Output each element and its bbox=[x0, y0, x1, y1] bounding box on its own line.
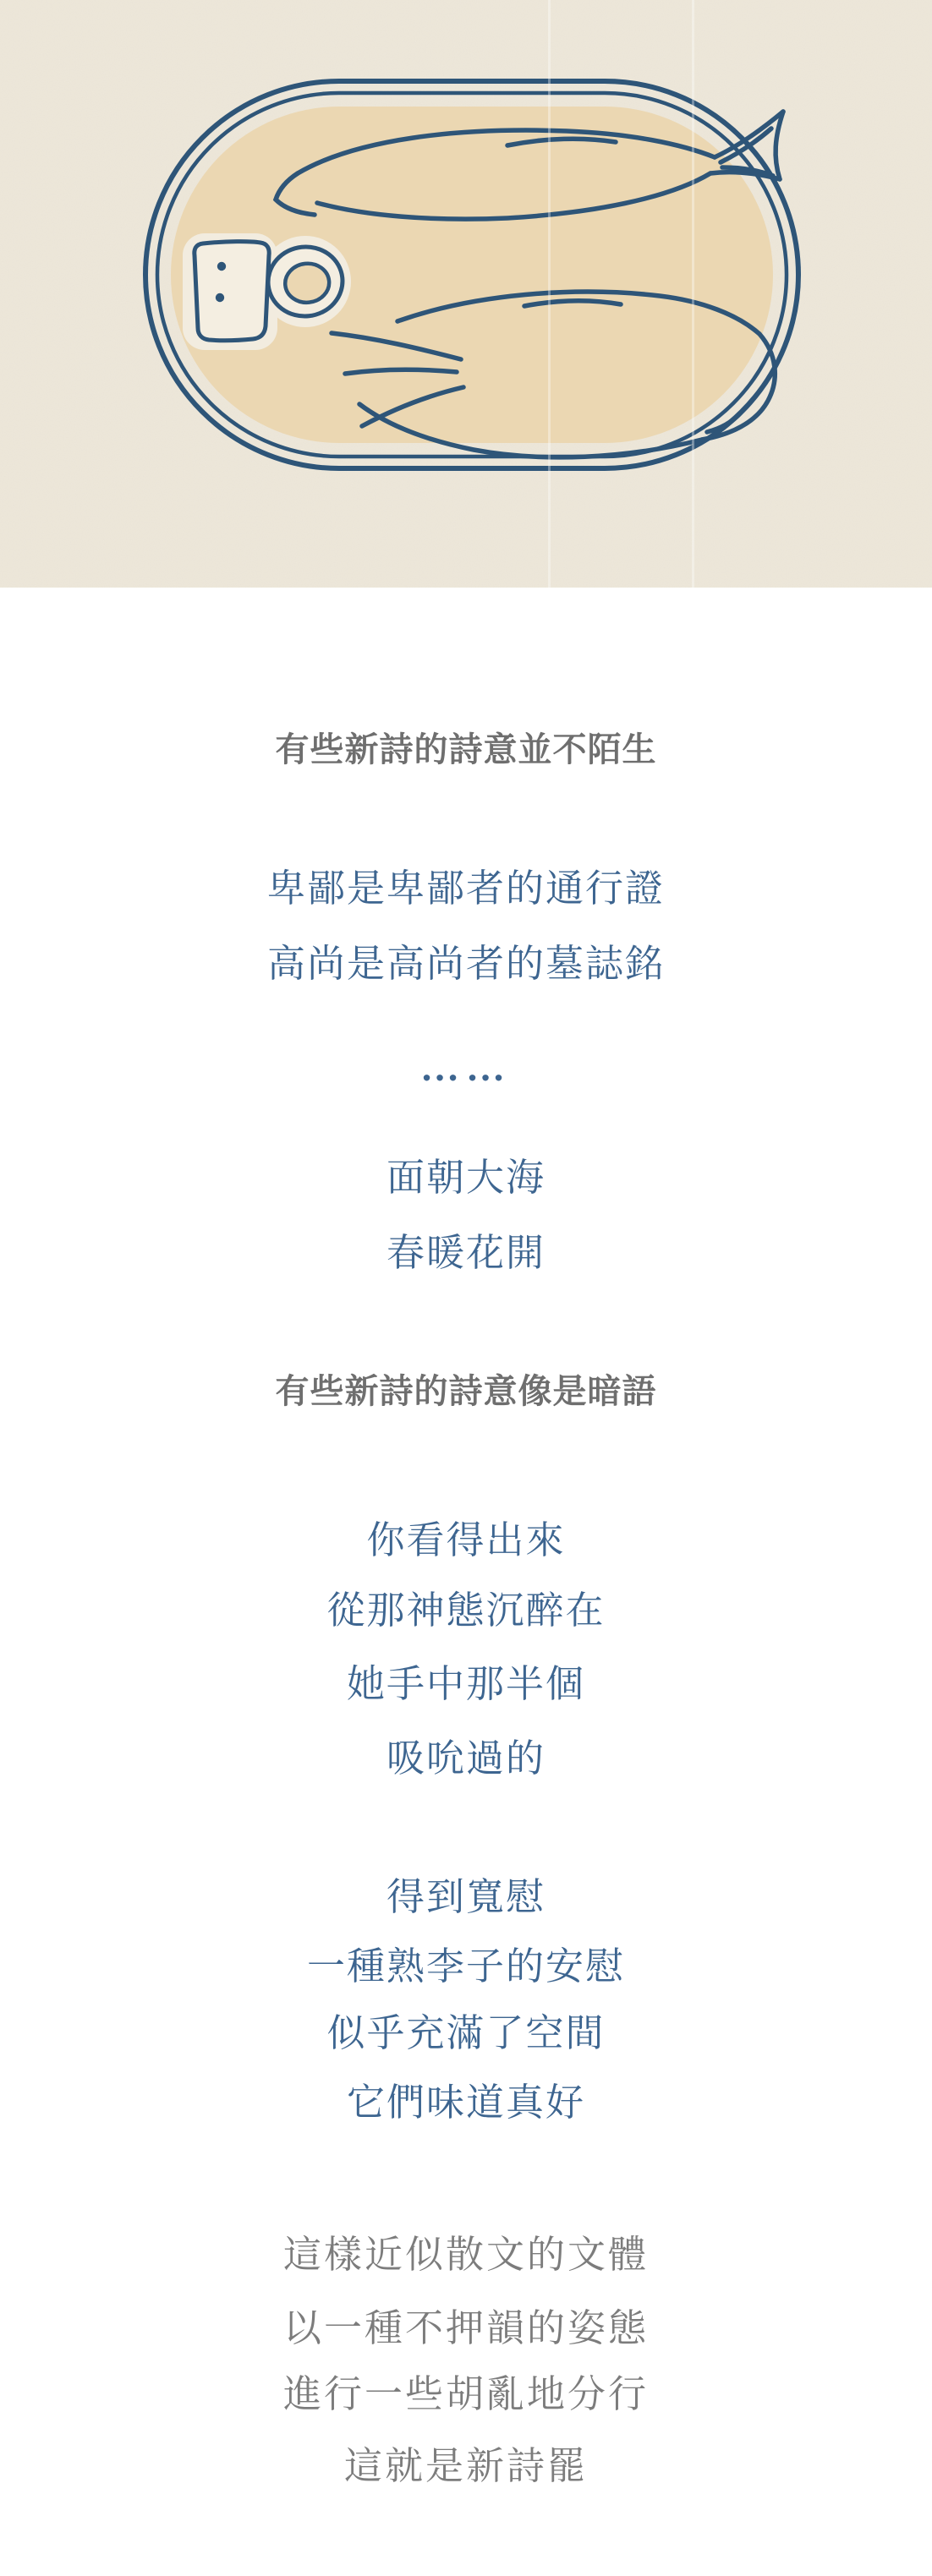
poem-line: 進行一些胡亂地分行 bbox=[282, 2372, 649, 2415]
poem-line: 這樣近似散文的文體 bbox=[282, 2233, 649, 2276]
poem-line: 從那神態沉醉在 bbox=[326, 1589, 606, 1632]
pull-tab-body bbox=[195, 242, 269, 341]
poem-line: 你看得出來 bbox=[366, 1519, 566, 1561]
poem-line: 高尚是高尚者的墓誌銘 bbox=[266, 943, 665, 985]
poem-line: 這就是新詩罷 bbox=[343, 2444, 588, 2487]
poem-line: 似乎充滿了空間 bbox=[326, 2012, 606, 2054]
illustration-header bbox=[0, 0, 932, 588]
poem-line: 卑鄙是卑鄙者的通行證 bbox=[266, 867, 665, 910]
poem-line: 它們味道真好 bbox=[346, 2081, 585, 2124]
poem-line: 以一種不押韻的姿態 bbox=[282, 2306, 649, 2349]
poem-heading-2: 有些新詩的詩意像是暗語 bbox=[275, 1373, 657, 1410]
poem-heading-1: 有些新詩的詩意並不陌生 bbox=[275, 731, 657, 768]
poem-line: 吸吮過的 bbox=[386, 1737, 545, 1780]
poem-line: 得到寬慰 bbox=[386, 1876, 545, 1918]
poem-line: 一種熟李子的安慰 bbox=[306, 1945, 625, 1988]
rivet-dot bbox=[216, 293, 224, 302]
paper-crease bbox=[548, 0, 551, 588]
poem-ellipsis: …… bbox=[420, 1046, 512, 1089]
poem-line: 面朝大海 bbox=[386, 1157, 545, 1199]
paper-crease bbox=[692, 0, 694, 588]
sardine-tin-illustration bbox=[0, 0, 932, 588]
poem-line: 春暖花開 bbox=[386, 1232, 545, 1274]
poem-line: 她手中那半個 bbox=[346, 1663, 585, 1705]
rivet-dot bbox=[217, 262, 226, 271]
